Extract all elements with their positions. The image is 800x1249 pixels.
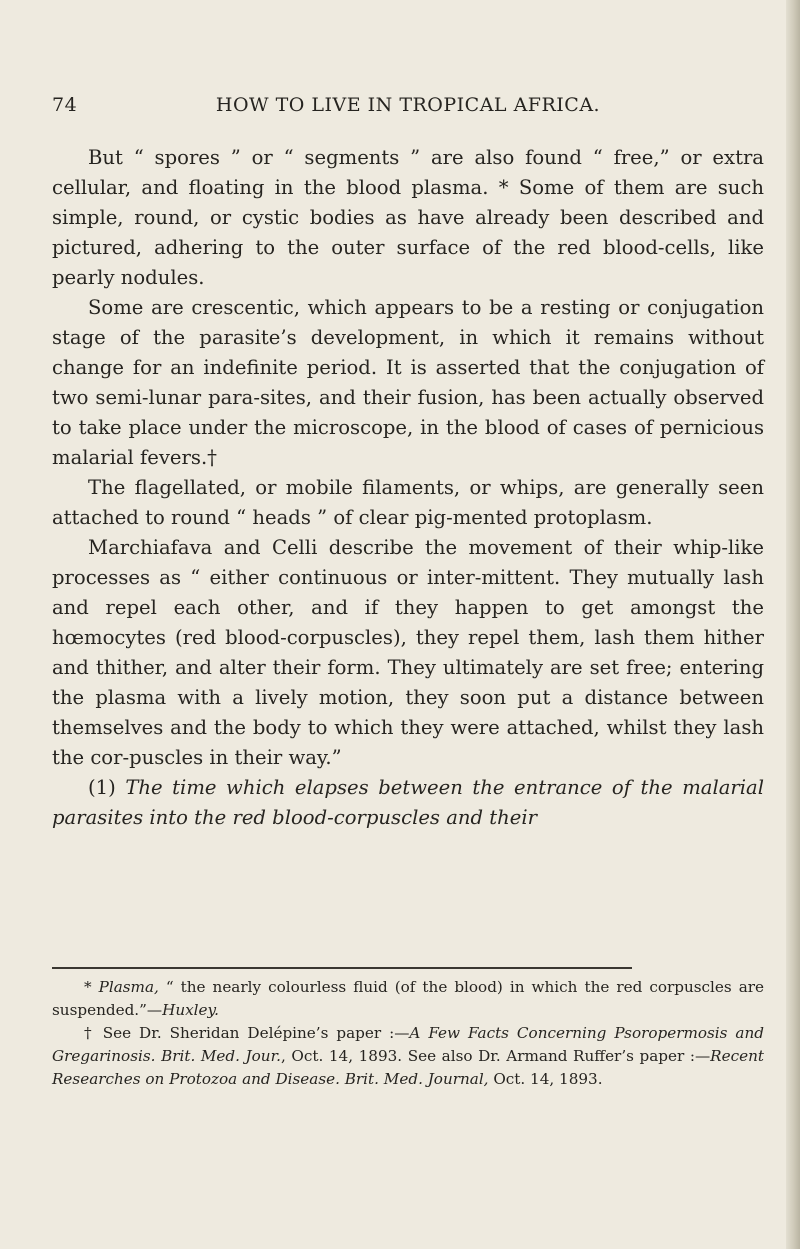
- footnote-marker: *: [84, 978, 99, 996]
- footnote-marker: †: [84, 1024, 103, 1042]
- footnote-plasma: [52, 976, 764, 1022]
- footnote-source: Huxley.: [162, 1001, 219, 1019]
- page-header: [52, 94, 764, 118]
- paragraph-spores: But “ spores ” or “ segments ” are also found “ free,” or extra cellular, and floating in the blood plasma. * Some of them are such simple, round, or cystic bodies as have already been described and pictured, adhering to the outer surface of the red blood-cells, like pearly nodules.: [52, 146, 764, 289]
- italic-heading: The time which elapses between the entrance of the malarial parasites into the red blood-corpuscles and their: [52, 776, 764, 829]
- footnote-text: “ the nearly colourless fluid (of the blood) in which the red corpuscles are suspended.”—: [52, 978, 765, 1019]
- page-number: 74: [52, 94, 78, 116]
- footnote-journal: Brit. Med. Journal,: [339, 1070, 489, 1088]
- footnote-paper-title: Recent Researches on Protozoa and Disease.: [52, 1047, 764, 1088]
- footnote-term: Plasma,: [98, 978, 159, 996]
- footnotes: [52, 976, 764, 1091]
- footnote-paper-title: A Few Facts Concerning Psoropermosis and Gregarinosis.: [52, 1024, 764, 1065]
- footnote-text: , Oct. 14, 1893. See also Dr. Armand Ruffer’s paper :—: [280, 1047, 711, 1065]
- footnote-text: See Dr. Sheridan Delépine’s paper :—: [102, 1024, 410, 1042]
- list-number: (1): [88, 776, 126, 799]
- footnote-rule: [52, 967, 632, 969]
- footnote-text: Oct. 14, 1893.: [488, 1070, 603, 1088]
- paragraph-crescentic: Some are crescentic, which appears to be a resting or conjugation stage of the parasite’s development, in which it remains without change for an indefinite period. It is asserted that the conjugation of two semi-lunar para-sites, and their fusion, has been actually observed to take place under the microscope, in the blood of cases of pernicious malarial fevers.†: [52, 296, 764, 469]
- page-edge-shadow: [786, 0, 800, 1249]
- paragraph-marchiafava: Marchiafava and Celli describe the movement of their whip-like processes as “ either continuous or inter-mittent. They mutually lash and repel each other, and if they happen to get amongst the hœmocytes (red blood-corpuscles), they repel them, lash them hither and thither, and alter their form. They ultimately are set free; entering the plasma with a lively motion, they soon put a distance between themselves and the body to which they were attached, whilst they lash the cor-puscles in their way.”: [52, 536, 764, 769]
- footnote-delepine: [52, 1022, 764, 1091]
- running-title: HOW TO LIVE IN TROPICAL AFRICA.: [215, 94, 601, 116]
- footnote-journal: Brit. Med. Jour.: [155, 1047, 281, 1065]
- body-text: [52, 143, 764, 833]
- paragraph-time-elapses: [52, 773, 764, 833]
- paragraph-flagellated: The flagellated, or mobile filaments, or whips, are generally seen attached to round “ heads ” of clear pig-mented protoplasm.: [52, 476, 764, 529]
